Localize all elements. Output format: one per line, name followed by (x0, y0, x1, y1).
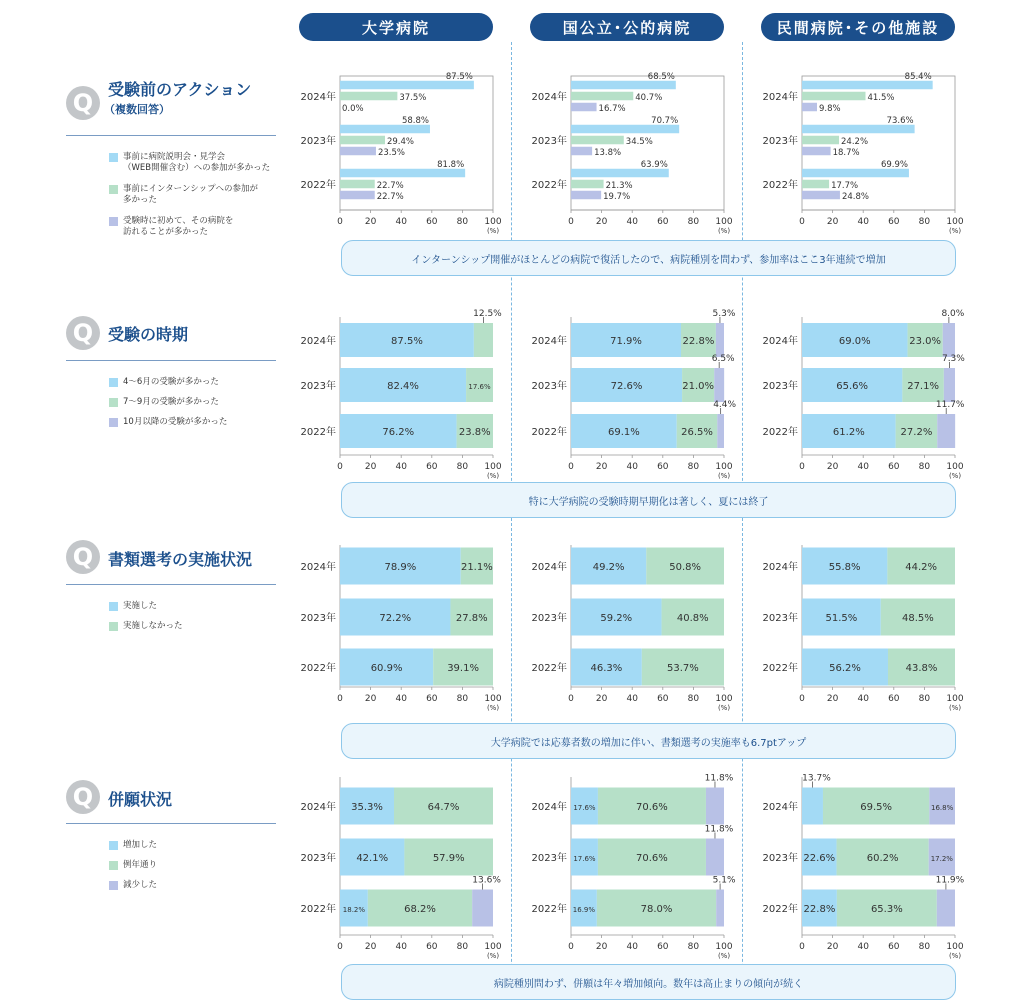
category-label: 2024年 (762, 802, 798, 813)
bar-chart (523, 305, 743, 483)
data-label: 27.2% (900, 427, 933, 438)
axis-unit-label: (%) (948, 952, 962, 960)
x-tick-label: 20 (826, 694, 839, 704)
x-tick-label: 60 (426, 217, 438, 227)
data-label: 58.8% (401, 116, 429, 126)
section-rule (66, 135, 276, 136)
data-label: 71.9% (610, 336, 642, 347)
data-label: 6.5% (711, 354, 735, 364)
data-label: 70.6% (636, 802, 668, 813)
data-label: 73.6% (886, 116, 914, 126)
axis-unit-label: (%) (717, 704, 731, 712)
x-tick-label: 40 (626, 217, 638, 227)
section-rule (66, 584, 276, 585)
x-tick-label: 20 (364, 462, 377, 472)
x-tick-label: 80 (687, 942, 700, 952)
x-tick-label: 100 (715, 694, 733, 704)
section-title: 受験の時期 (108, 325, 189, 344)
x-tick-label: 40 (626, 694, 638, 704)
data-label: 16.9% (572, 906, 596, 914)
bar-chart (523, 765, 743, 963)
data-label: 17.6% (573, 804, 596, 812)
data-label: 65.6% (836, 381, 869, 392)
category-label: 2024年 (300, 562, 336, 573)
x-tick-label: 40 (857, 462, 869, 472)
x-tick-label: 60 (888, 694, 900, 704)
category-label: 2023年 (531, 136, 567, 147)
x-tick-label: 0 (337, 462, 343, 472)
x-tick-label: 100 (946, 694, 964, 704)
category-label: 2022年 (762, 180, 798, 191)
data-label: 4.4% (713, 400, 737, 410)
x-tick-label: 80 (456, 462, 469, 472)
data-label: 43.8% (905, 663, 938, 674)
bar (802, 191, 840, 200)
section-title: 受験前のアクション (108, 80, 252, 99)
x-tick-label: 0 (799, 942, 805, 952)
bar (802, 125, 915, 134)
bar (340, 191, 375, 200)
bar (340, 169, 465, 178)
data-label: 57.9% (432, 853, 465, 864)
category-label: 2024年 (531, 336, 567, 347)
data-label: 65.3% (870, 904, 903, 915)
data-label: 37.5% (399, 93, 427, 103)
data-label: 81.8% (437, 160, 465, 170)
bar (571, 169, 669, 178)
bar (340, 180, 375, 189)
x-tick-label: 100 (946, 462, 964, 472)
category-label: 2024年 (300, 802, 336, 813)
x-tick-label: 60 (657, 217, 669, 227)
x-tick-label: 80 (918, 942, 931, 952)
x-tick-label: 0 (568, 942, 574, 952)
q-badge: Q (66, 540, 100, 574)
data-label: 17.2% (930, 855, 953, 863)
data-label: 5.3% (712, 309, 736, 319)
bar (571, 81, 676, 90)
data-label: 11.8% (704, 824, 734, 835)
data-label: 22.8% (803, 904, 836, 915)
category-label: 2023年 (300, 853, 336, 864)
data-label: 49.2% (592, 562, 625, 573)
bar-chart (292, 64, 512, 238)
x-tick-label: 0 (337, 942, 343, 952)
data-label: 48.5% (902, 613, 934, 624)
x-tick-label: 0 (337, 217, 343, 227)
data-label: 17.6% (573, 855, 596, 863)
data-label: 17.7% (831, 181, 859, 191)
bar (716, 890, 724, 927)
data-label: 29.4% (386, 137, 414, 147)
data-label: 27.8% (455, 613, 488, 624)
category-label: 2022年 (531, 904, 567, 915)
data-label: 59.2% (600, 613, 633, 624)
data-label: 5.1% (712, 875, 736, 886)
data-label: 13.6% (472, 875, 501, 886)
bar (937, 890, 955, 927)
x-tick-label: 40 (857, 694, 869, 704)
category-label: 2024年 (531, 92, 567, 103)
data-label: 9.8% (818, 104, 841, 114)
bar (706, 839, 724, 876)
category-label: 2022年 (531, 663, 567, 674)
category-label: 2023年 (762, 136, 798, 147)
data-label: 22.7% (376, 181, 404, 191)
data-label: 69.0% (838, 336, 871, 347)
category-label: 2024年 (531, 562, 567, 573)
data-label: 56.2% (829, 663, 861, 674)
x-tick-label: 100 (484, 217, 502, 227)
bar-chart (754, 765, 974, 963)
data-label: 11.8% (704, 773, 734, 784)
section-subtitle: （複数回答） (104, 103, 170, 116)
bar-chart (523, 64, 743, 238)
bar (802, 81, 933, 90)
category-label: 2023年 (531, 853, 567, 864)
x-tick-label: 20 (826, 462, 839, 472)
category-label: 2023年 (300, 381, 336, 392)
data-label: 78.9% (384, 562, 417, 573)
x-tick-label: 100 (715, 217, 733, 227)
data-label: 40.7% (635, 93, 663, 103)
axis-unit-label: (%) (486, 472, 500, 480)
data-label: 23.5% (377, 148, 405, 158)
data-label: 19.7% (603, 192, 631, 202)
x-tick-label: 80 (918, 217, 931, 227)
data-label: 24.8% (841, 192, 869, 202)
bar-chart (292, 765, 512, 963)
x-tick-label: 60 (426, 942, 438, 952)
q-badge: Q (66, 780, 100, 814)
x-tick-label: 60 (657, 942, 669, 952)
x-tick-label: 80 (918, 462, 931, 472)
category-label: 2023年 (300, 136, 336, 147)
x-tick-label: 100 (484, 942, 502, 952)
data-label: 21.3% (605, 181, 633, 191)
bar-chart (754, 64, 974, 238)
axis-unit-label: (%) (486, 227, 500, 235)
bar (571, 125, 679, 134)
data-label: 78.0% (640, 904, 673, 915)
data-label: 42.1% (356, 853, 389, 864)
x-tick-label: 100 (946, 942, 964, 952)
data-label: 27.1% (907, 381, 939, 392)
bar-chart (523, 533, 743, 715)
data-label: 11.7% (935, 400, 965, 410)
bar (802, 147, 831, 156)
section-note: 特に大学病院の受験時期早期化は著しく、夏には終了 (341, 482, 956, 518)
bar (802, 136, 839, 145)
x-tick-label: 40 (626, 462, 638, 472)
data-label: 12.5% (473, 309, 502, 319)
data-label: 17.6% (468, 383, 491, 391)
section-title: 書類選考の実施状況 (108, 550, 253, 569)
data-label: 11.9% (935, 875, 965, 886)
data-label: 60.9% (370, 663, 403, 674)
bar (571, 103, 597, 112)
data-label: 61.2% (832, 427, 865, 438)
data-label: 35.3% (351, 802, 383, 813)
data-label: 87.5% (391, 336, 423, 347)
bar-chart (754, 533, 974, 715)
bar (571, 191, 601, 200)
category-label: 2022年 (762, 663, 798, 674)
bar (937, 414, 955, 448)
bar (802, 180, 829, 189)
category-label: 2022年 (300, 427, 336, 438)
data-label: 51.5% (825, 613, 858, 624)
bar (340, 92, 397, 101)
axis-unit-label: (%) (486, 704, 500, 712)
x-tick-label: 100 (946, 217, 964, 227)
bar (802, 788, 823, 825)
x-tick-label: 60 (888, 462, 900, 472)
category-label: 2022年 (300, 180, 336, 191)
category-label: 2024年 (762, 336, 798, 347)
bar (716, 323, 724, 357)
axis-unit-label: (%) (948, 704, 962, 712)
section-note: 大学病院では応募者数の増加に伴い、書類選考の実施率も6.7ptアップ (341, 723, 956, 759)
bar (802, 92, 865, 101)
x-tick-label: 0 (568, 217, 574, 227)
bar (706, 788, 724, 825)
data-label: 7.3% (941, 354, 965, 364)
x-tick-label: 100 (715, 462, 733, 472)
bar-chart (292, 305, 512, 483)
data-label: 26.5% (681, 427, 713, 438)
data-label: 21.1% (460, 562, 493, 573)
bar-chart (292, 533, 512, 715)
data-label: 53.7% (667, 663, 699, 674)
bar (340, 136, 385, 145)
section-rule (66, 823, 276, 824)
category-label: 2022年 (762, 427, 798, 438)
data-label: 72.6% (610, 381, 643, 392)
bar (340, 125, 430, 134)
x-tick-label: 40 (857, 217, 869, 227)
data-label: 16.8% (931, 804, 954, 812)
x-tick-label: 20 (595, 217, 608, 227)
x-tick-label: 0 (568, 694, 574, 704)
data-label: 76.2% (382, 427, 415, 438)
category-label: 2023年 (300, 613, 336, 624)
bar (571, 92, 633, 101)
bar (943, 323, 955, 357)
bar (571, 180, 604, 189)
category-label: 2023年 (762, 381, 798, 392)
x-tick-label: 80 (687, 217, 700, 227)
data-label: 69.5% (860, 802, 893, 813)
category-label: 2022年 (300, 904, 336, 915)
axis-unit-label: (%) (948, 472, 962, 480)
x-tick-label: 40 (626, 942, 638, 952)
data-label: 69.1% (607, 427, 640, 438)
axis-unit-label: (%) (717, 227, 731, 235)
data-label: 8.0% (941, 309, 965, 319)
data-label: 22.8% (682, 336, 715, 347)
x-tick-label: 80 (456, 217, 469, 227)
bar (340, 81, 474, 90)
data-label: 13.7% (802, 773, 831, 784)
data-label: 34.5% (625, 137, 653, 147)
data-label: 40.8% (676, 613, 709, 624)
x-tick-label: 0 (799, 462, 805, 472)
data-label: 13.8% (594, 148, 622, 158)
data-label: 0.0% (342, 104, 364, 114)
category-label: 2022年 (531, 180, 567, 191)
category-label: 2022年 (300, 663, 336, 674)
bar-chart (754, 305, 974, 483)
category-label: 2023年 (531, 381, 567, 392)
data-label: 18.2% (342, 906, 366, 914)
data-label: 23.0% (909, 336, 942, 347)
data-label: 70.7% (651, 116, 679, 126)
axis-unit-label: (%) (717, 472, 731, 480)
data-label: 18.7% (832, 148, 860, 158)
column-header-university: 大学病院 (299, 13, 493, 41)
x-tick-label: 60 (657, 462, 669, 472)
x-tick-label: 80 (687, 694, 700, 704)
category-label: 2023年 (531, 613, 567, 624)
category-label: 2024年 (531, 802, 567, 813)
x-tick-label: 0 (337, 694, 343, 704)
data-label: 55.8% (828, 562, 861, 573)
axis-unit-label: (%) (948, 227, 962, 235)
bar (714, 368, 724, 402)
data-label: 60.2% (866, 853, 899, 864)
bar (472, 890, 493, 927)
x-tick-label: 20 (826, 942, 839, 952)
data-label: 63.9% (640, 160, 668, 170)
data-label: 87.5% (445, 72, 473, 82)
data-label: 46.3% (590, 663, 623, 674)
column-header-private: 民間病院･その他施設 (761, 13, 955, 41)
data-label: 16.7% (598, 104, 626, 114)
data-label: 21.0% (682, 381, 715, 392)
x-tick-label: 40 (857, 942, 869, 952)
x-tick-label: 40 (395, 694, 407, 704)
column-header-public: 国公立･公的病院 (530, 13, 724, 41)
x-tick-label: 0 (799, 217, 805, 227)
x-tick-label: 20 (364, 942, 377, 952)
x-tick-label: 60 (657, 694, 669, 704)
category-label: 2022年 (762, 904, 798, 915)
axis-unit-label: (%) (486, 952, 500, 960)
data-label: 70.6% (636, 853, 668, 864)
bar (474, 323, 493, 357)
data-label: 50.8% (669, 562, 702, 573)
section-note: 病院種別問わず、併願は年々増加傾向。数年は高止まりの傾向が続く (341, 964, 956, 1000)
data-label: 64.7% (427, 802, 460, 813)
bar (571, 136, 624, 145)
x-tick-label: 20 (595, 942, 608, 952)
category-label: 2024年 (762, 562, 798, 573)
q-badge: Q (66, 316, 100, 350)
x-tick-label: 0 (568, 462, 574, 472)
data-label: 68.5% (647, 72, 675, 82)
data-label: 41.5% (867, 93, 895, 103)
x-tick-label: 60 (426, 462, 438, 472)
x-tick-label: 20 (364, 217, 377, 227)
bar (802, 169, 909, 178)
section-rule (66, 360, 276, 361)
x-tick-label: 80 (918, 694, 931, 704)
data-label: 85.4% (904, 72, 932, 82)
x-tick-label: 100 (715, 942, 733, 952)
category-label: 2024年 (300, 92, 336, 103)
axis-unit-label: (%) (717, 952, 731, 960)
x-tick-label: 40 (395, 942, 407, 952)
bar (717, 414, 724, 448)
x-tick-label: 60 (426, 694, 438, 704)
x-tick-label: 20 (364, 694, 377, 704)
bar (944, 368, 955, 402)
x-tick-label: 0 (799, 694, 805, 704)
q-badge: Q (66, 86, 100, 120)
data-label: 72.2% (379, 613, 412, 624)
x-tick-label: 60 (888, 942, 900, 952)
x-tick-label: 40 (395, 217, 407, 227)
x-tick-label: 40 (395, 462, 407, 472)
category-label: 2022年 (531, 427, 567, 438)
category-label: 2023年 (762, 613, 798, 624)
x-tick-label: 80 (456, 942, 469, 952)
data-label: 69.9% (880, 160, 908, 170)
section-note: インターンシップ開催がほとんどの病院で復活したので、病院種別を問わず、参加率はここ3年連続で増加 (341, 240, 956, 276)
x-tick-label: 80 (456, 694, 469, 704)
data-label: 23.8% (458, 427, 491, 438)
category-label: 2024年 (762, 92, 798, 103)
bar (802, 103, 817, 112)
data-label: 44.2% (905, 562, 938, 573)
data-label: 82.4% (387, 381, 419, 392)
x-tick-label: 20 (595, 462, 608, 472)
category-label: 2024年 (300, 336, 336, 347)
x-tick-label: 100 (484, 462, 502, 472)
category-label: 2023年 (762, 853, 798, 864)
data-label: 68.2% (404, 904, 436, 915)
data-label: 22.7% (376, 192, 404, 202)
x-tick-label: 20 (595, 694, 608, 704)
x-tick-label: 100 (484, 694, 502, 704)
data-label: 24.2% (841, 137, 869, 147)
data-label: 39.1% (447, 663, 479, 674)
x-tick-label: 20 (826, 217, 839, 227)
x-tick-label: 80 (687, 462, 700, 472)
data-label: 22.6% (803, 853, 836, 864)
bar (340, 147, 376, 156)
section-title: 併願状況 (108, 790, 173, 809)
bar (571, 147, 592, 156)
x-tick-label: 60 (888, 217, 900, 227)
